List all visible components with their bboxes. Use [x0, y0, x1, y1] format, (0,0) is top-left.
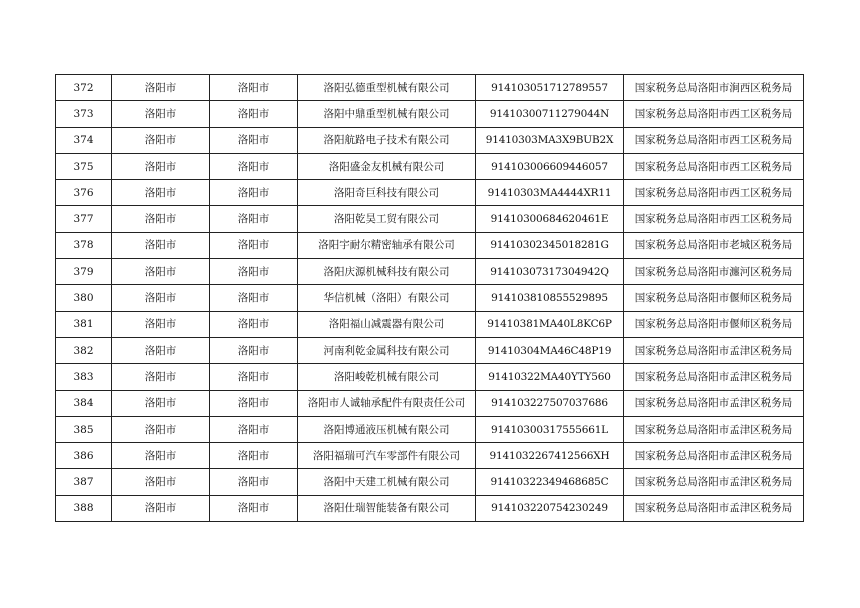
cell-serial-number: 375 — [56, 153, 112, 179]
cell-tax-authority: 国家税务总局洛阳市瀍河区税务局 — [624, 259, 804, 285]
cell-credit-code: 91410300711279044N — [476, 101, 624, 127]
cell-company-name: 洛阳奇巨科技有限公司 — [298, 180, 476, 206]
cell-city: 洛阳市 — [112, 416, 210, 442]
cell-county: 洛阳市 — [210, 337, 298, 363]
cell-company-name: 洛阳峻乾机械有限公司 — [298, 364, 476, 390]
cell-credit-code: 91410300684620461E — [476, 206, 624, 232]
cell-company-name: 河南利乾金属科技有限公司 — [298, 337, 476, 363]
cell-city: 洛阳市 — [112, 75, 210, 101]
cell-serial-number: 380 — [56, 285, 112, 311]
cell-company-name: 洛阳航路电子技术有限公司 — [298, 127, 476, 153]
cell-city: 洛阳市 — [112, 364, 210, 390]
cell-county: 洛阳市 — [210, 75, 298, 101]
cell-county: 洛阳市 — [210, 364, 298, 390]
cell-county: 洛阳市 — [210, 101, 298, 127]
cell-city: 洛阳市 — [112, 390, 210, 416]
cell-company-name: 洛阳弘德重型机械有限公司 — [298, 75, 476, 101]
cell-serial-number: 382 — [56, 337, 112, 363]
cell-city: 洛阳市 — [112, 232, 210, 258]
cell-tax-authority: 国家税务总局洛阳市西工区税务局 — [624, 180, 804, 206]
table-row — [56, 390, 804, 416]
cell-county: 洛阳市 — [210, 232, 298, 258]
cell-credit-code: 91410302345018281G — [476, 232, 624, 258]
table-row — [56, 127, 804, 153]
cell-credit-code: 914103006609446057 — [476, 153, 624, 179]
table-row — [56, 337, 804, 363]
table-row — [56, 495, 804, 521]
cell-county: 洛阳市 — [210, 495, 298, 521]
cell-credit-code: 914103810855529895 — [476, 285, 624, 311]
cell-tax-authority: 国家税务总局洛阳市西工区税务局 — [624, 153, 804, 179]
cell-county: 洛阳市 — [210, 153, 298, 179]
cell-serial-number: 377 — [56, 206, 112, 232]
cell-tax-authority: 国家税务总局洛阳市西工区税务局 — [624, 101, 804, 127]
table-row — [56, 232, 804, 258]
cell-tax-authority: 国家税务总局洛阳市西工区税务局 — [624, 206, 804, 232]
cell-county: 洛阳市 — [210, 206, 298, 232]
cell-credit-code: 91410304MA46C48P19 — [476, 337, 624, 363]
cell-tax-authority: 国家税务总局洛阳市孟津区税务局 — [624, 495, 804, 521]
cell-city: 洛阳市 — [112, 101, 210, 127]
registry-table — [55, 74, 804, 522]
cell-company-name: 洛阳庆源机械科技有限公司 — [298, 259, 476, 285]
cell-company-name: 洛阳福瑞可汽车零部件有限公司 — [298, 443, 476, 469]
cell-tax-authority: 国家税务总局洛阳市孟津区税务局 — [624, 416, 804, 442]
table-row — [56, 153, 804, 179]
cell-company-name: 洛阳乾昊工贸有限公司 — [298, 206, 476, 232]
cell-county: 洛阳市 — [210, 127, 298, 153]
cell-tax-authority: 国家税务总局洛阳市孟津区税务局 — [624, 443, 804, 469]
cell-credit-code: 91410322674125​66XH — [476, 443, 624, 469]
table-row — [56, 75, 804, 101]
cell-company-name: 洛阳市人诚轴承配件有限责任公司 — [298, 390, 476, 416]
cell-serial-number: 381 — [56, 311, 112, 337]
cell-city: 洛阳市 — [112, 206, 210, 232]
cell-county: 洛阳市 — [210, 311, 298, 337]
table-row — [56, 469, 804, 495]
cell-serial-number: 386 — [56, 443, 112, 469]
table-row — [56, 101, 804, 127]
table-row — [56, 180, 804, 206]
table-row — [56, 311, 804, 337]
cell-city: 洛阳市 — [112, 337, 210, 363]
cell-serial-number: 383 — [56, 364, 112, 390]
cell-serial-number: 387 — [56, 469, 112, 495]
cell-company-name: 洛阳仕瑞智能装备有限公司 — [298, 495, 476, 521]
table-row — [56, 259, 804, 285]
cell-credit-code: 91410300317555661L — [476, 416, 624, 442]
cell-company-name: 洛阳中天建工机械有限公司 — [298, 469, 476, 495]
cell-city: 洛阳市 — [112, 495, 210, 521]
table-row — [56, 443, 804, 469]
cell-county: 洛阳市 — [210, 469, 298, 495]
cell-credit-code: 91410322349468685C — [476, 469, 624, 495]
cell-credit-code: 91410307317304942Q — [476, 259, 624, 285]
cell-serial-number: 388 — [56, 495, 112, 521]
cell-company-name: 洛阳宇耐尔精密轴承有限公司 — [298, 232, 476, 258]
table-row — [56, 206, 804, 232]
cell-serial-number: 374 — [56, 127, 112, 153]
cell-company-name: 华信机械（洛阳）有限公司 — [298, 285, 476, 311]
cell-serial-number: 379 — [56, 259, 112, 285]
cell-city: 洛阳市 — [112, 285, 210, 311]
cell-county: 洛阳市 — [210, 416, 298, 442]
cell-serial-number: 378 — [56, 232, 112, 258]
cell-county: 洛阳市 — [210, 390, 298, 416]
cell-tax-authority: 国家税务总局洛阳市孟津区税务局 — [624, 469, 804, 495]
cell-credit-code: 914103220754230249 — [476, 495, 624, 521]
cell-county: 洛阳市 — [210, 180, 298, 206]
cell-tax-authority: 国家税务总局洛阳市孟津区税务局 — [624, 390, 804, 416]
cell-tax-authority: 国家税务总局洛阳市孟津区税务局 — [624, 364, 804, 390]
cell-tax-authority: 国家税务总局洛阳市老城区税务局 — [624, 232, 804, 258]
table-body — [56, 75, 804, 522]
table-row — [56, 416, 804, 442]
cell-city: 洛阳市 — [112, 180, 210, 206]
cell-county: 洛阳市 — [210, 259, 298, 285]
cell-tax-authority: 国家税务总局洛阳市偃师区税务局 — [624, 285, 804, 311]
cell-credit-code: 91410303MA3X9BUB2X — [476, 127, 624, 153]
cell-credit-code: 91410381MA40L8KC6P — [476, 311, 624, 337]
cell-county: 洛阳市 — [210, 285, 298, 311]
cell-tax-authority: 国家税务总局洛阳市孟津区税务局 — [624, 337, 804, 363]
cell-serial-number: 385 — [56, 416, 112, 442]
cell-city: 洛阳市 — [112, 311, 210, 337]
cell-tax-authority: 国家税务总局洛阳市涧西区税务局 — [624, 75, 804, 101]
cell-tax-authority: 国家税务总局洛阳市偃师区税务局 — [624, 311, 804, 337]
cell-company-name: 洛阳中鼎重型机械有限公司 — [298, 101, 476, 127]
cell-county: 洛阳市 — [210, 443, 298, 469]
cell-tax-authority: 国家税务总局洛阳市西工区税务局 — [624, 127, 804, 153]
cell-credit-code: 91410303MA4444XR11 — [476, 180, 624, 206]
cell-company-name: 洛阳福山减震器有限公司 — [298, 311, 476, 337]
cell-serial-number: 373 — [56, 101, 112, 127]
cell-serial-number: 372 — [56, 75, 112, 101]
cell-credit-code: 914103227507037686 — [476, 390, 624, 416]
cell-city: 洛阳市 — [112, 127, 210, 153]
table-row — [56, 285, 804, 311]
cell-city: 洛阳市 — [112, 469, 210, 495]
cell-city: 洛阳市 — [112, 259, 210, 285]
cell-company-name: 洛阳盛金友机械有限公司 — [298, 153, 476, 179]
cell-serial-number: 384 — [56, 390, 112, 416]
cell-city: 洛阳市 — [112, 153, 210, 179]
table-row — [56, 364, 804, 390]
cell-credit-code: 914103051712789557 — [476, 75, 624, 101]
cell-serial-number: 376 — [56, 180, 112, 206]
cell-city: 洛阳市 — [112, 443, 210, 469]
cell-credit-code: 91410322MA40YTY560 — [476, 364, 624, 390]
cell-company-name: 洛阳博通液压机械有限公司 — [298, 416, 476, 442]
